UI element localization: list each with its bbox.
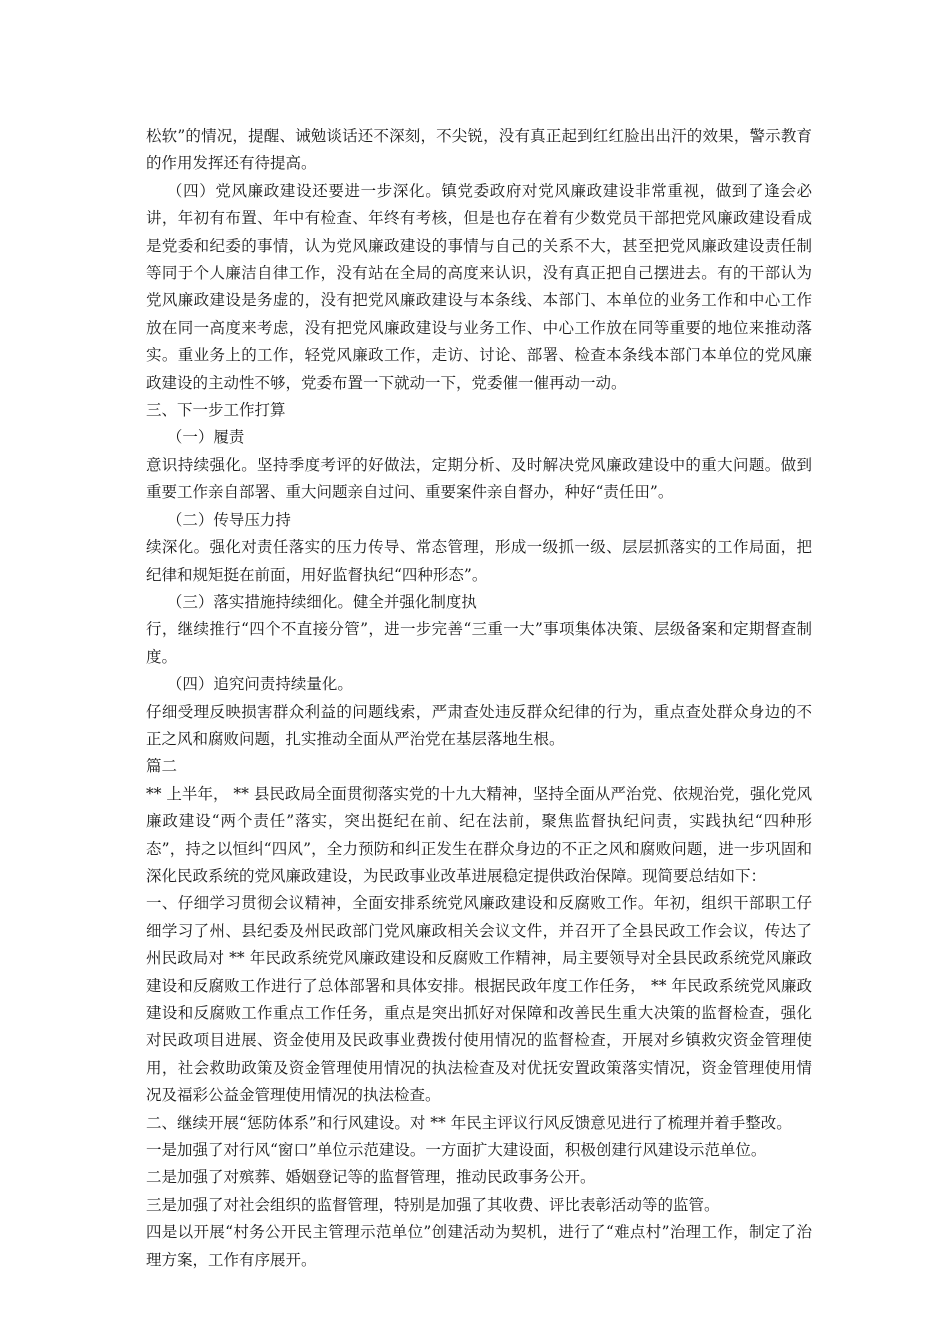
subheading-two: （二）传导压力持 <box>166 510 291 529</box>
paragraph-four-body: 仔细受理反映损害群众利益的问题线索，严肃查处违反群众纪律的行为，重点查处群众身边的不正之风和腐败问题，扎实推动全面从严治党在基层落地生根。 <box>146 702 812 748</box>
part-two-item-four: 四是以开展“村务公开民主管理示范单位”创建活动为契机，进行了“难点村”治理工作，制定了治理方案，工作有序展开。 <box>146 1223 812 1269</box>
paragraph-three-body: 行，继续推行“四个不直接分管”，进一步完善“三重一大”事项集体决策、层级备案和定期督查制度。 <box>146 620 812 666</box>
part-two-section-two: 二、继续开展“惩防体系”和行风建设。对 ** 年民主评议行风反馈意见进行了梳理并着手整改。 <box>146 1113 792 1132</box>
part-two-item-three: 三是加强了对社会组织的监督管理，特别是加强了其收费、评比表彰活动等的监管。 <box>146 1195 720 1214</box>
part-two-intro: ** 上半年， ** 县民政局全面贯彻落实党的十九大精神，坚持全面从严治党、依规治党，强化党风廉政建设“两个责任”落实，突出挺纪在前、纪在法前，聚焦监督执纪问责，实践执纪“四种形态”，持之以恒纠“四风”，全力预防和纠正发生在群众身边的不正之风和腐败问题，进一步巩固和深化民政系统的党风廉政建设，为民政事业改革进展稳定提供政治保障。现简要总结如下： <box>146 784 812 885</box>
section-heading-next-steps: 三、下一步工作打算 <box>146 401 286 420</box>
subheading-four: （四）追究问责持续量化。 <box>166 675 353 694</box>
part-two-heading: 篇二 <box>146 757 178 776</box>
paragraph-continuation: 松软”的情况，提醒、诫勉谈话还不深刻，不尖锐，没有真正起到红红脸出出汗的效果，警示教育的作用发挥还有待提高。 <box>146 127 812 173</box>
subheading-one: （一）履责 <box>166 428 245 447</box>
paragraph-two-body: 续深化。强化对责任落实的压力传导、常态管理，形成一级抓一级、层层抓落实的工作局面，把纪律和规矩挺在前面，用好监督执纪“四种形态”。 <box>146 538 812 584</box>
part-two-section-one: 一、仔细学习贯彻会议精神，全面安排系统党风廉政建设和反腐败工作。年初，组织干部职工仔细学习了州、县纪委及州民政部门党风廉政相关会议文件，并召开了全县民政工作会议，传达了州民政局对 ** 年民政系统党风廉政建设和反腐败工作精神，局主要领导对全县民政系统党风廉政建设和反腐败工作进行了总体部署和具体安排。根据民政年度工作任务， ** 年民政系统党风廉政建设和反腐败工作重点工作任务，重点是突出抓好对保障和改善民生重大决策的监督检查，强化对民政项目进展、资金使用及民政事业费拨付使用情况的监督检查，开展对乡镇救灾资金管理使用，社会救助政策及资金管理使用情况的执法检查及对优抚安置政策落实情况，资金管理使用情况及福彩公益金管理使用情况的执法检查。 <box>146 894 812 1105</box>
part-two-item-two: 二是加强了对殡葬、婚姻登记等的监督管理，推动民政事务公开。 <box>146 1168 596 1187</box>
paragraph-one-body: 意识持续强化。坚持季度考评的好做法，定期分析、及时解决党风廉政建设中的重大问题。做到重要工作亲自部署、重大问题亲自过问、重要案件亲自督办，种好“责任田”。 <box>146 455 812 502</box>
part-two-item-one: 一是加强了对行风“窗口”单位示范建设。一方面扩大建设面，积极创建行风建设示范单位。 <box>146 1141 767 1160</box>
subheading-three: （三）落实措施持续细化。健全并强化制度执 <box>166 592 477 611</box>
document-body <box>146 123 812 1274</box>
paragraph-issue-four: （四）党风廉政建设还要进一步深化。镇党委政府对党风廉政建设非常重视，做到了逢会必讲，年初有布置、年中有检查、年终有考核，但是也存在着有少数党员干部把党风廉政建设看成是党委和纪委的事情，认为党风廉政建设的事情与自己的关系不大，甚至把党风廉政建设责任制等同于个人廉洁自律工作，没有站在全局的高度来认识，没有真正把自己摆进去。有的干部认为党风廉政建设是务虚的，没有把党风廉政建设与本条线、本部门、本单位的业务工作和中心工作放在同一高度来考虑，没有把党风廉政建设与业务工作、中心工作放在同等重要的地位来推动落实。重业务上的工作，轻党风廉政工作，走访、讨论、部署、检查本条线本部门本单位的党风廉政建设的主动性不够，党委布置一下就动一下，党委催一催再动一动。 <box>146 181 812 392</box>
